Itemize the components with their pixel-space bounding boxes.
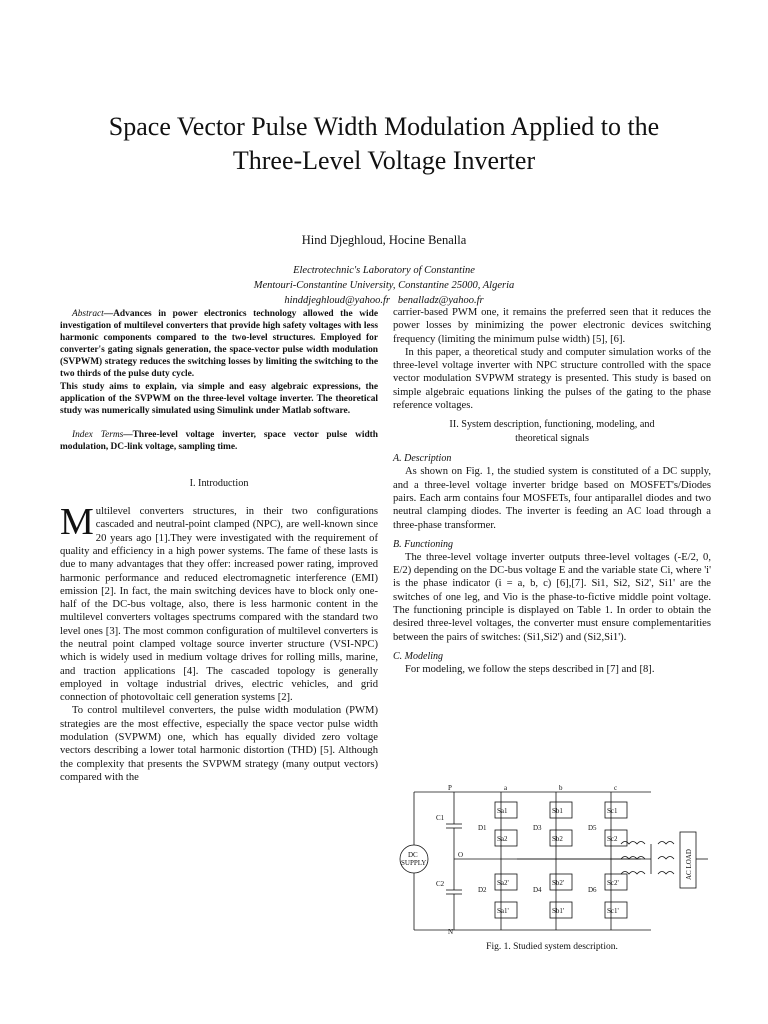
affiliation-emails[interactable]: hinddjeghloud@yahoo.fr benalladz@yahoo.fr	[284, 295, 484, 306]
index-terms-label: Index Terms	[72, 429, 124, 440]
affiliation-line-2: Mentouri-Constantine University, Constantine 25000, Algeria	[253, 280, 515, 291]
affiliation	[0, 263, 768, 308]
figure-1-caption: Fig. 1. Studied system description.	[486, 942, 618, 952]
intro-paragraph-2: To control multilevel converters, the pulse width modulation (PWM) strategies are the most effective, especially the space vector pulse width modulation (SVPWM) one, which has equally divided zero voltage vectors describing a lower total harmonic distortion (THD) [5]. Although the complexity that presents the SVPWM strategy (many output vectors) compared with the	[60, 705, 378, 783]
affiliation-line-1: Electrotechnic's Laboratory of Constantine	[293, 265, 475, 276]
switch-label: Sb2	[552, 835, 563, 843]
section-2-heading-line-1: II. System description, functioning, modeling, and	[449, 419, 655, 431]
subsection-b-text: The three-level voltage inverter outputs three-level voltages (-E/2, 0, E/2) depending on the DC-bus voltage E and the variable state Ci, where 'i' is the phase indicator (i = a, b, c) [6],[7]. Si1, Si2, Si2', Si1' are the switches of one leg, and Vio is the phase-to-fictive middle point voltage. The functioning principle is displayed on Table 1. In order to obtain the desired three-level voltages, the converter must ensure complementarities between the pairs of switches: (Si1,Si2') and (Si2,Si1').	[393, 551, 712, 643]
node-o: O	[458, 851, 464, 859]
figure-1-schematic	[396, 784, 714, 939]
load-label: AC LOAD	[685, 849, 693, 880]
diode-label: D2	[478, 886, 487, 894]
paper-title	[40, 110, 728, 178]
title-line-1: Space Vector Pulse Width Modulation Applied to the	[108, 112, 660, 141]
subsection-c-text: For modeling, we follow the steps described in [7] and [8].	[405, 663, 655, 675]
switch-label: Sa2'	[497, 879, 509, 887]
diode-label: D5	[588, 824, 597, 832]
section-2-heading-line-2: theoretical signals	[515, 433, 589, 445]
title-line-2: Three-Level Voltage Inverter	[232, 146, 536, 175]
switch-label: Sa2	[497, 835, 508, 843]
authors: Hind Djeghloud, Hocine Benalla	[301, 233, 467, 247]
subsection-b-heading: B. Functioning	[393, 538, 453, 550]
dc-label-2: SUPPLY	[401, 859, 427, 867]
switch-label: Sc1'	[607, 907, 619, 915]
right-paragraph-2: In this paper, a theoretical study and computer simulation works of the three-level voltage inverter with NPC structure controlled with the space vector modulation SVPWM strategy is presented. This study is based on simple algebraic equations linking the pulses of the gating to the phase reference voltages.	[393, 346, 711, 412]
switch-label: Sb1	[552, 807, 563, 815]
abstract-text: Advances in power electronics technology allowed the wide investigation of multilevel converters that provide high safety voltages with less harmonic components compared to the two-level structures. Employed for converter's gating signals generation, the space-vector pulse width modulation (SVPWM) strategy reduces the switching losses by limiting the switching to the two thirds of the pulse duty cycle.	[60, 309, 378, 380]
switch-label: Sa1'	[497, 907, 509, 915]
subsection-a-heading: A. Description	[393, 453, 452, 465]
abstract-paragraph-2: This study aims to explain, via simple and easy algebraic expressions, the application of the SVPWM on the three-level voltage inverter. The theoretical study was numerically simulated using Simulink under Matlab software.	[60, 381, 378, 416]
switch-label: Sc1	[607, 807, 618, 815]
diode-label: D6	[588, 886, 597, 894]
intro-paragraph-1-text: ultilevel converters structures, in their two configurations cascaded and neutral-point clamped (NPC), are well-known since 20 years ago [1].They were investigated with the requirement of quality and efficiency in a high power systems. The fame of these lasts is due to many advantages that they offer: increased power rating, improved harmonic performance and reduced electromagnetic interference (EMI) emission [2]. In fact, the main switching devices have to block only one-half of the DC-bus voltage, also, there is less harmonic content in the multilevel converters voltages spectrums compared with the standard two level ones [3]. The most common configuration of multilevel converters is the neutral point clamped voltage source inverter structure (VSI-NPC) which is widely used in medium voltage drives for rolling mills, marine, and traction applications [4]. The cascaded topology is generally employed in voltage industrial drives, electric vehicles, and grid connection of photovoltaic cell generation systems [2].	[60, 506, 378, 704]
right-column	[393, 306, 711, 676]
left-column	[60, 308, 378, 784]
abstract-label: Abstract	[72, 309, 104, 319]
phase-b-label: b	[559, 784, 563, 792]
phase-a-label: a	[504, 784, 508, 792]
abstract: Abstract—Advances in power electronics technology allowed the wide investigation of multilevel converters that provide high safety voltages with less harmonic components compared to the two-level structures. Employed for converter's gating signals generation, the space-vector pulse width modulation (SVPWM) strategy reduces the switching losses by limiting the switching to the two thirds of the pulse duty cycle.	[60, 309, 378, 380]
switch-label: Sb1'	[552, 907, 565, 915]
intro-paragraph-1	[60, 501, 378, 704]
right-paragraph-1: carrier-based PWM one, it remains the preferred seen that it reduces the power losses by minimizing the power electronic devices switching frequency (limiting the minimum pulse width) [5], [6].	[393, 307, 711, 345]
switch-label: Sc2'	[607, 879, 619, 887]
subsection-a-text: As shown on Fig. 1, the studied system is constituted of a DC supply, and a three-level voltage inverter bridge based on MOSFET's/Diodes pairs. Each arm contains four MOSFETs, four antiparallel diodes and two neutral clamping diodes. The inverter is feeding an AC load through a three-phase transformer.	[393, 466, 711, 531]
c2-label: C2	[436, 880, 445, 888]
subsection-c-heading: C. Modeling	[393, 650, 443, 662]
switch-label: Sc2	[607, 835, 618, 843]
node-p: P	[448, 784, 452, 792]
phase-c-label: c	[614, 784, 618, 792]
index-terms: Index Terms—Three-level voltage inverter, space vector pulse width modulation, DC-link voltage, sampling time.	[60, 429, 378, 452]
switch-label: Sb2'	[552, 879, 565, 887]
index-terms-text: Three-level voltage inverter, space vector pulse width modulation, DC-link voltage, sampling time.	[60, 429, 378, 452]
dropcap: M	[60, 501, 94, 544]
switch-label: Sa1	[497, 807, 508, 815]
diode-label: D4	[533, 886, 542, 894]
node-n: N	[448, 928, 454, 934]
diode-label: D3	[533, 824, 542, 832]
diode-label: D1	[478, 824, 487, 832]
circuit-diagram	[396, 784, 714, 934]
section-1-heading: I. Introduction	[189, 478, 249, 490]
dc-label-1: DC	[408, 851, 418, 859]
c1-label: C1	[436, 814, 445, 822]
